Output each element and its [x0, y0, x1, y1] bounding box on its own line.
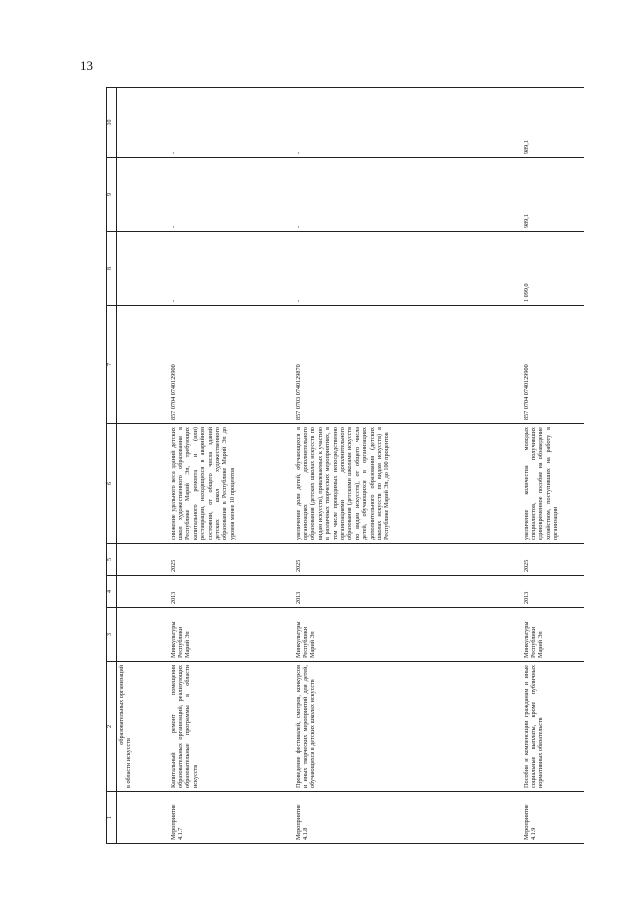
table-row: [169, 88, 294, 844]
page-number: 13: [80, 58, 93, 73]
col-header-10: 10: [107, 88, 117, 158]
end-year: 2025: [294, 544, 522, 576]
table-row: [294, 88, 522, 844]
column-number-row: [107, 88, 117, 844]
value-col8: -: [294, 232, 522, 306]
col-header-6: 6: [107, 424, 117, 544]
end-year: 2025: [169, 544, 294, 576]
col-header-3: 3: [107, 608, 117, 662]
expected-result: снижение удельного веса зданий детских школ художественного образования в Республике Марий Эл, требующих капитального ремонта и (или) реставрации, находящихся в аварийном состоянии, от общего числа зданий детских школ художественного образования в Республике Марий Эл до уровня менее 10 процентов: [169, 424, 294, 544]
measure-title: Проведение фестивалей, смотров, конкурсов и иных творческих мероприятий для детей, обучающихся в детских школах искусств: [294, 662, 522, 792]
col-header-8: 8: [107, 232, 117, 306]
value-col9: -: [169, 158, 294, 232]
col-header-9: 9: [107, 158, 117, 232]
continuation-line-1: образовательных организаций: [118, 665, 125, 745]
continuation-text: [117, 662, 169, 792]
value-col10: -: [169, 88, 294, 158]
value-col9: 989,1: [522, 158, 584, 232]
continuation-line-2: в области искусств: [125, 738, 133, 788]
budget-code: 857 0703 0740129870: [294, 306, 522, 424]
value-col9: -: [294, 158, 522, 232]
measure-id: Мероприятие 4.1.8: [294, 792, 522, 844]
expected-result: увеличение количества молодых специалистов, получивших единовременное пособие на обзаведение хозяйством, поступивших на работу в организации: [522, 424, 584, 544]
budget-table-container: [106, 88, 586, 844]
start-year: 2013: [294, 576, 522, 608]
value-col8: -: [169, 232, 294, 306]
value-col10: -: [294, 88, 522, 158]
table-row: [522, 88, 584, 844]
responsible-executor: Минкультуры Республики Марий Эл: [522, 608, 584, 662]
budget-table: [106, 87, 584, 844]
budget-code: 857 0704 0740129900: [169, 306, 294, 424]
start-year: 2013: [169, 576, 294, 608]
col-header-5: 5: [107, 544, 117, 576]
start-year: 2013: [522, 576, 584, 608]
responsible-executor: Минкультуры Республики Марий Эл: [294, 608, 522, 662]
continuation-row: [117, 88, 169, 844]
budget-code: 857 0704 0740129900: [522, 306, 584, 424]
measure-id: Мероприятие 4.1.7: [169, 792, 294, 844]
col-header-4: 4: [107, 576, 117, 608]
col-header-7: 7: [107, 306, 117, 424]
value-col10: 989,1: [522, 88, 584, 158]
measure-title: Капитальный ремонт помещения образовательных организаций, реализующих образовательные программы в области искусств: [169, 662, 294, 792]
value-col8: 1 099,0: [522, 232, 584, 306]
col-header-2: 2: [107, 662, 117, 792]
end-year: 2025: [522, 544, 584, 576]
measure-title: Пособия и компенсации гражданам и иные социальные выплаты, кроме публичных нормативных обязательств: [522, 662, 584, 792]
responsible-executor: Минкультуры Республики Марий Эл: [169, 608, 294, 662]
measure-id: Мероприятие 4.1.9: [522, 792, 584, 844]
expected-result: увеличение доли детей, обучающихся в организациях дополнительного образования (детских школах искусств по видам искусств), привлекаемых к участию в различных творческих мероприятиях, в том числе проводимых непосредственно организациями дополнительного образования (детскими школами искусств по видам искусств), от общего числа детей, обучающихся в организациях дополнительного образования (детских школах искусств по видам искусств) в Республике Марий Эл, до 100 процентов: [294, 424, 522, 544]
col-header-1: 1: [107, 792, 117, 844]
